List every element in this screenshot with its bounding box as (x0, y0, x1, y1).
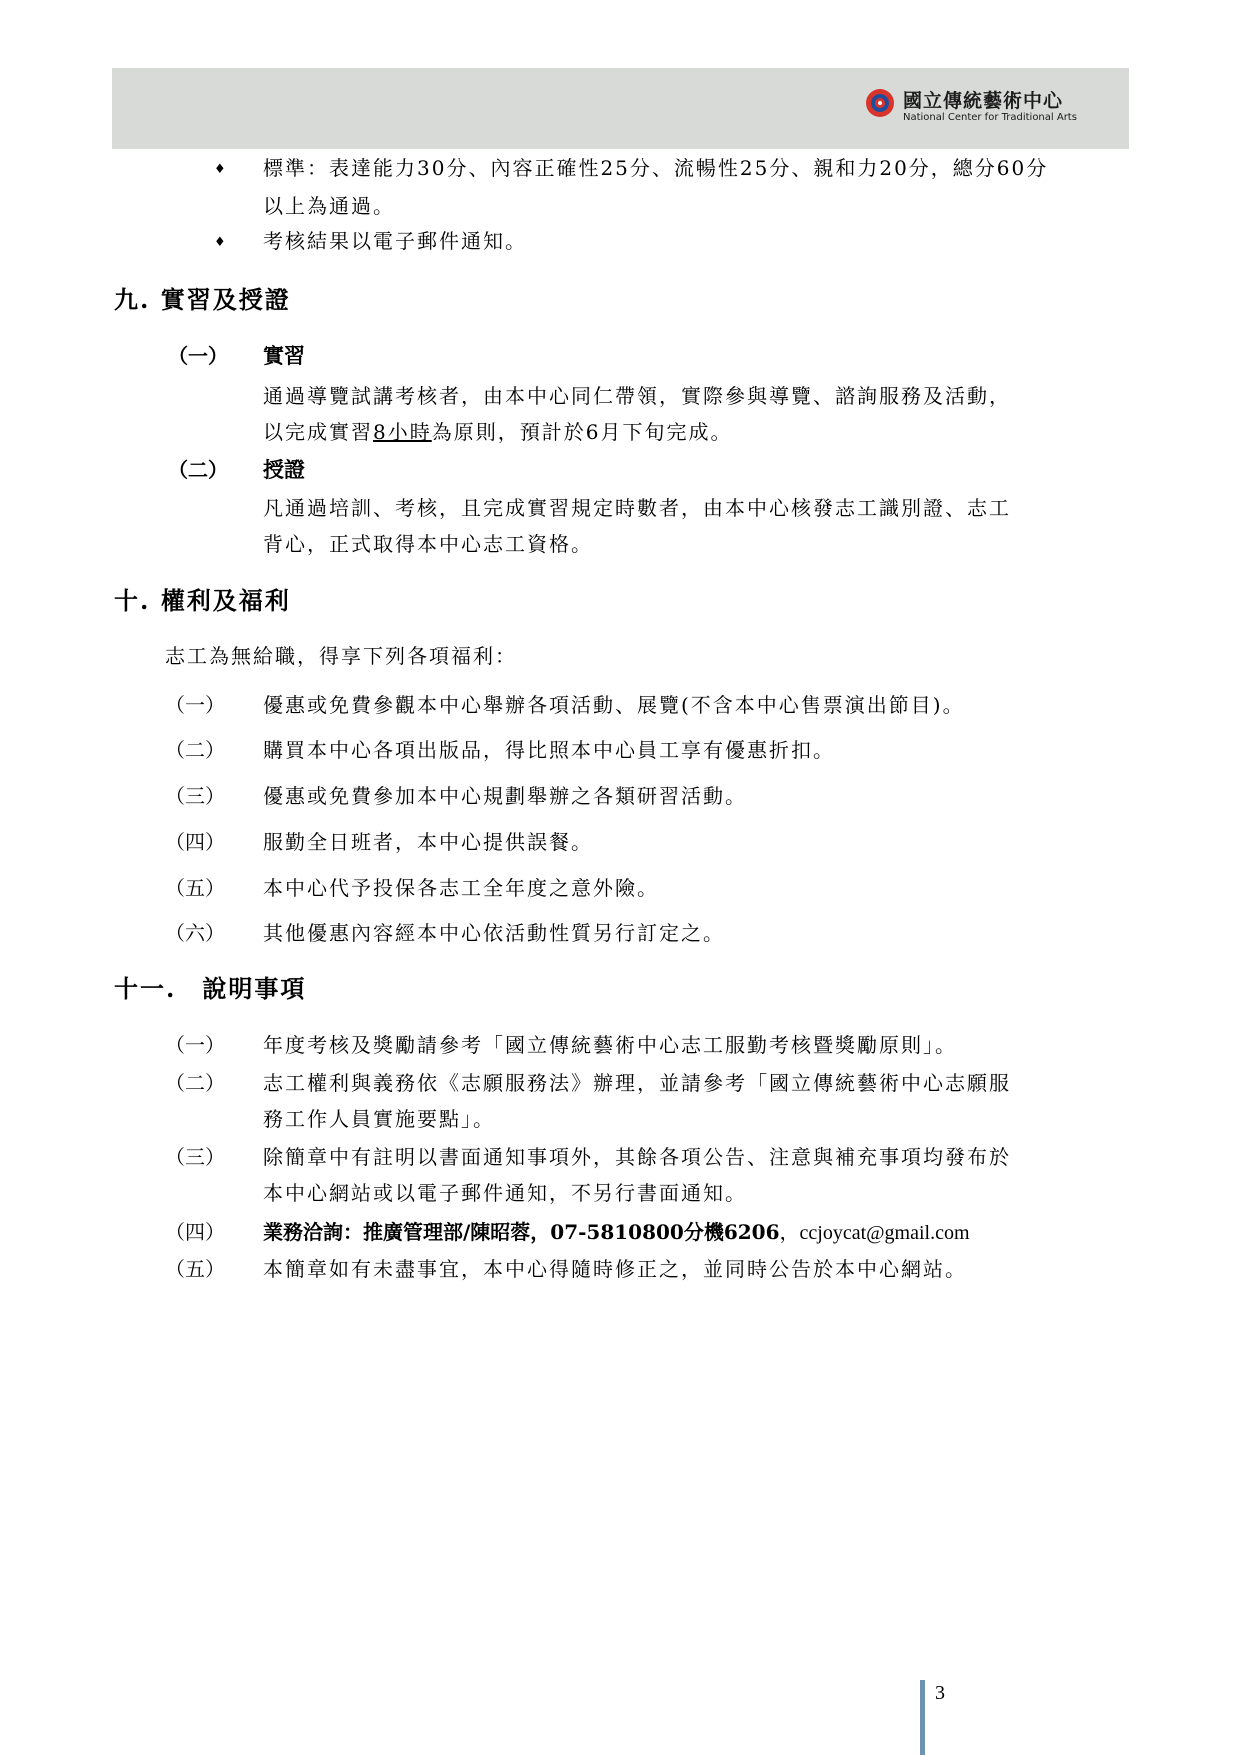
list-item: 年度考核及獎勵請參考「國立傳統藝術中心志工服勤考核暨獎勵原則」。 (263, 1033, 957, 1057)
contact-line (263, 1219, 970, 1246)
ncfta-logo-icon (865, 88, 895, 118)
subsection-title: 授證 (263, 457, 305, 482)
section-heading: 十. 權利及福利 (114, 586, 291, 615)
list-number: （六） (165, 921, 225, 945)
bullet-text-line: 標準：表達能力30分、內容正確性25分、流暢性25分、親和力20分，總分60分 (263, 156, 1049, 180)
list-item: 服勤全日班者，本中心提供誤餐。 (263, 830, 593, 854)
list-number: （一） (165, 1033, 225, 1057)
list-number: （五） (165, 1257, 225, 1281)
list-item: 本簡章如有未盡事宜，本中心得隨時修正之，並同時公告於本中心網站。 (263, 1257, 967, 1281)
list-number: （一） (165, 693, 225, 717)
bullet-icon: ♦ (214, 235, 226, 250)
bullet-icon: ♦ (214, 162, 226, 177)
list-item: 本中心代予投保各志工全年度之意外險。 (263, 876, 659, 900)
page-number-bar (920, 1680, 925, 1755)
list-item: 本中心網站或以電子郵件通知，不另行書面通知。 (263, 1181, 747, 1205)
contact-email: ，ccjoycat@gmail.com (779, 1222, 970, 1244)
list-item: 其他優惠內容經本中心依活動性質另行訂定之。 (263, 921, 725, 945)
list-item: 務工作人員實施要點」。 (263, 1107, 495, 1131)
paragraph-line: 志工為無給職，得享下列各項福利： (165, 644, 517, 668)
paragraph-line: 通過導覽試講考核者，由本中心同仁帶領，實際參與導覽、諮詢服務及活動， (263, 384, 1011, 408)
ncfta-logo (865, 86, 1095, 126)
list-number: （四） (165, 830, 225, 854)
bullet-text-line: 考核結果以電子郵件通知。 (263, 229, 527, 253)
logo-chinese-name: 國立傳統藝術中心 (903, 90, 1064, 112)
section-heading: 十一. 說明事項 (114, 974, 307, 1003)
paragraph-line: 凡通過培訓、考核，且完成實習規定時數者，由本中心核發志工識別證、志工 (263, 496, 1011, 520)
section-heading: 九. 實習及授證 (114, 285, 291, 314)
list-number: （四） (165, 1220, 225, 1244)
header-band (112, 68, 1129, 149)
list-item: 優惠或免費參加本中心規劃舉辦之各類研習活動。 (263, 784, 747, 808)
list-item: 優惠或免費參觀本中心舉辦各項活動、展覽(不含本中心售票演出節目)。 (263, 693, 965, 717)
contact-label: 業務洽詢：推廣管理部/陳昭蓉，07-5810800分機6206 (263, 1220, 780, 1244)
list-item: 除簡章中有註明以書面通知事項外，其餘各項公告、注意與補充事項均發布於 (263, 1145, 1011, 1169)
list-number: （五） (165, 876, 225, 900)
paragraph-line: 背心，正式取得本中心志工資格。 (263, 532, 593, 556)
subsection-title: 實習 (263, 343, 305, 368)
list-number: （二） (165, 738, 225, 762)
underlined-hours: 8小時 (373, 420, 432, 444)
list-item: 志工權利與義務依《志願服務法》辦理，並請參考「國立傳統藝術中心志願服 (263, 1071, 1011, 1095)
list-number: （三） (165, 784, 225, 808)
page-number: 3 (935, 1682, 945, 1704)
paragraph-line: 以完成實習8小時為原則，預計於6月下旬完成。 (263, 420, 733, 444)
list-item: 購買本中心各項出版品，得比照本中心員工享有優惠折扣。 (263, 738, 835, 762)
list-number: （三） (165, 1145, 225, 1169)
list-number: （二） (165, 1071, 225, 1095)
subsection-number: （二） (168, 458, 228, 482)
subsection-number: （一） (168, 344, 228, 368)
logo-english-name: National Center for Traditional Arts (903, 112, 1077, 123)
bullet-text-line: 以上為通過。 (263, 194, 395, 218)
